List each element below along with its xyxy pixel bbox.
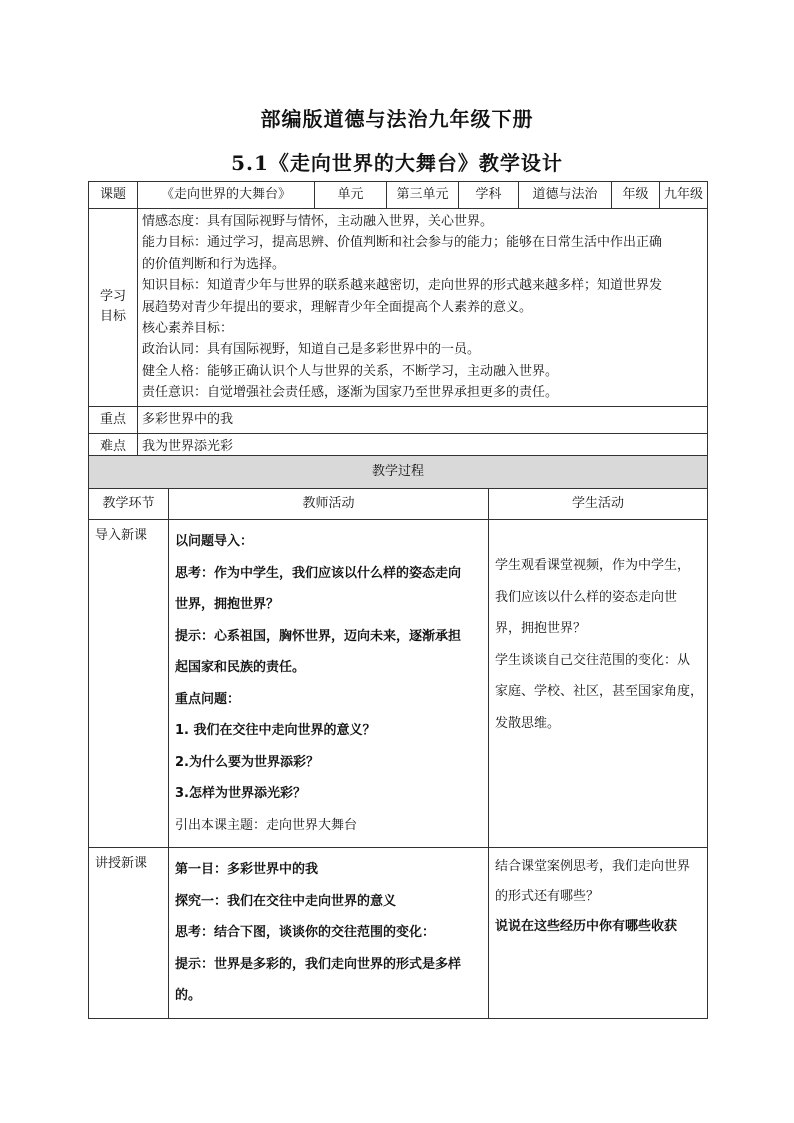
teacher-line: 2.为什么要为世界添彩？ <box>175 754 319 770</box>
goal-line: 知识目标：知道青少年与世界的联系越来越密切，走向世界的形式越来越多样；知道世界发 <box>142 278 663 294</box>
stage-new-lesson: 讲授新课 <box>89 848 169 1019</box>
difficulty-value: 我为世界添光彩 <box>138 433 708 460</box>
goal-line: 健全人格：能够正确认识个人与世界的关系，不断学习，主动融入世界。 <box>142 363 559 379</box>
goals-row <box>89 209 708 407</box>
col-teacher-header: 教师活动 <box>169 489 489 520</box>
goals-label-line1: 学习 <box>99 289 126 305</box>
student-line: 学生谈谈自己交往范围的变化：从 <box>495 652 691 668</box>
key-point-label: 重点 <box>89 406 138 433</box>
goal-line: 核心素养目标： <box>142 321 234 337</box>
teacher-line: 第一目：多彩世界中的我 <box>175 862 319 877</box>
subject-value: 道德与法治 <box>519 182 612 209</box>
teacher-activity-intro <box>169 520 489 848</box>
stage-intro: 导入新课 <box>89 520 169 848</box>
lesson-label: 课题 <box>89 182 138 209</box>
goals-content <box>138 209 708 407</box>
teacher-line: 探究一：我们在交往中走向世界的意义 <box>175 893 397 909</box>
table-row <box>89 848 708 1019</box>
goal-line: 的价值判断和行为选择。 <box>142 256 286 272</box>
difficulty-label: 难点 <box>89 433 138 460</box>
teacher-line: 思考：作为中学生，我们应该以什么样的姿态走向 <box>175 565 462 581</box>
teacher-line: 以问题导入： <box>175 534 254 549</box>
teacher-line: 3.怎样为世界添光彩？ <box>175 786 306 801</box>
goal-line: 展趋势对青少年提出的要求，理解青少年全面提高个人素养的意义。 <box>142 299 533 315</box>
process-heading-row <box>89 456 708 489</box>
teacher-line: 的。 <box>175 988 202 1003</box>
teacher-line: 1. 我们在交往中走向世界的意义？ <box>175 723 376 738</box>
unit-value: 第三单元 <box>387 182 459 209</box>
student-activity-intro <box>489 520 708 848</box>
lesson-value: 《走向世界的大舞台》 <box>138 182 315 209</box>
table-row <box>89 520 708 848</box>
goal-line: 政治认同：具有国际视野，知道自己是多彩世界中的一员。 <box>142 342 481 358</box>
key-point-row <box>89 406 708 433</box>
teaching-process-table <box>88 455 708 1019</box>
teacher-line: 提示：世界是多彩的，我们走向世界的形式是多样 <box>175 956 462 972</box>
teacher-line: 思考：结合下图，谈谈你的交往范围的变化： <box>175 925 436 940</box>
grade-value: 九年级 <box>660 182 708 209</box>
document-subtitle: 5.1《走向世界的大舞台》教学设计 <box>231 151 563 175</box>
lesson-info-row <box>89 182 708 209</box>
student-line: 学生观看课堂视频，作为中学生， <box>495 558 691 573</box>
student-line: 我们应该以什么样的姿态走向世 <box>495 589 678 605</box>
grade-label: 年级 <box>612 182 660 209</box>
student-line: 的形式还有哪些？ <box>495 889 600 904</box>
teacher-activity-new-lesson <box>169 848 489 1019</box>
student-line: 发散思维。 <box>495 715 561 731</box>
col-student-header: 学生活动 <box>489 489 708 520</box>
teacher-line: 世界，拥抱世界？ <box>175 597 280 612</box>
teacher-line: 重点问题： <box>175 691 241 707</box>
document-title: 部编版道德与法治九年级下册 <box>260 107 534 131</box>
process-header-row <box>89 489 708 520</box>
goal-line: 责任意识：自觉增强社会责任感，逐渐为国家乃至世界承担更多的责任。 <box>142 385 559 401</box>
teacher-line: 起国家和民族的责任。 <box>175 660 306 675</box>
teacher-line: 提示：心系祖国，胸怀世界，迈向未来，逐渐承担 <box>175 628 462 644</box>
goals-label <box>89 209 138 407</box>
student-activity-new-lesson <box>489 848 708 1019</box>
key-point-value: 多彩世界中的我 <box>138 406 708 433</box>
subject-label: 学科 <box>459 182 519 209</box>
lesson-info-table <box>88 181 708 461</box>
unit-label: 单元 <box>315 182 387 209</box>
student-line: 说说在这些经历中你有哪些收获 <box>495 919 678 934</box>
student-line: 结合课堂案例思考，我们走向世界 <box>495 859 691 874</box>
col-stage-header: 教学环节 <box>89 489 169 520</box>
student-line: 家庭、学校、社区，甚至国家角度， <box>495 684 704 699</box>
goal-line: 情感态度：具有国际视野与情怀，主动融入世界，关心世界。 <box>142 214 494 229</box>
teacher-line: 引出本课主题：走向世界大舞台 <box>175 817 358 833</box>
goal-line: 能力目标：通过学习，提高思辨、价值判断和社会参与的能力；能够在日常生活中作出正确 <box>142 235 663 251</box>
process-heading: 教学过程 <box>89 456 708 489</box>
student-line: 界，拥抱世界？ <box>495 621 587 636</box>
goals-label-line2: 目标 <box>99 309 126 325</box>
